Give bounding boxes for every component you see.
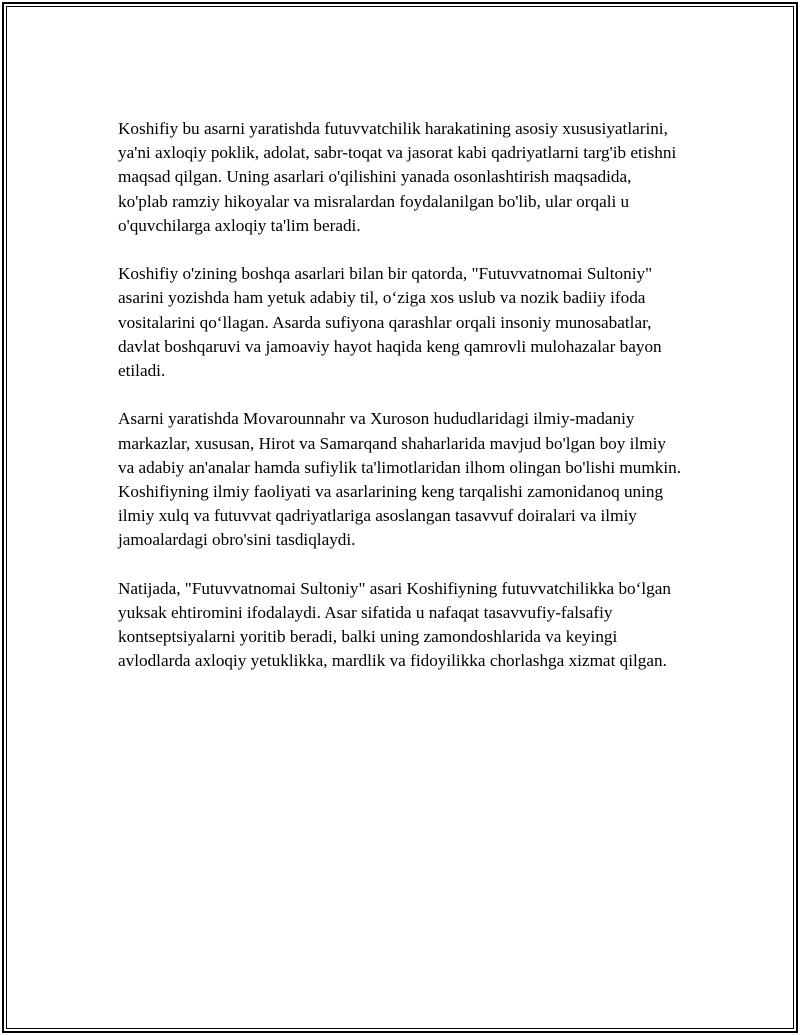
- paragraph-4: Natijada, "Futuvvatnomai Sultoniy" asari Koshifiyning futuvvatchilikka bo‘lgan yuksak ehtiromini ifodalaydi. Asar sifatida u nafaqat tasavvufiy-falsafiy kontseptsiyalarni yoritib beradi, balki uning zamondoshlarida va keyingi avlodlarda axloqiy yetuklikka, mardlik va fidoyilikka chorlashga xizmat qilgan.: [118, 578, 671, 671]
- document-body: [118, 117, 684, 698]
- paragraph-3: Asarni yaratishda Movarounnahr va Xuroson hududlaridagi ilmiy-madaniy markazlar, xususan, Hirot va Samarqand shaharlarida mavjud bo'lgan boy ilmiy va adabiy an'analar hamda sufiylik ta'limotlaridan ilhom olingan bo'lishi mumkin. Koshifiyning ilmiy faoliyati va asarlarining keng tarqalishi zamonidanoq uning ilmiy xulq va futuvvat qadriyatlariga asoslangan tasavvuf doiralari va ilmiy jamoalardagi obro'sini tasdiqlaydi.: [118, 409, 681, 550]
- paragraph-2: Koshifiy o'zining boshqa asarlari bilan bir qatorda, "Futuvvatnomai Sultoniy" asarini yozishda ham yetuk adabiy til, o‘ziga xos uslub va nozik badiiy ifoda vositalarini qo‘llagan. Asarda sufiyona qarashlar orqali insoniy munosabatlar, davlat boshqaruvi va jamoaviy hayot haqida keng qamrovli mulohazalar bayon etiladi.: [118, 264, 662, 381]
- paragraph-1: Koshifiy bu asarni yaratishda futuvvatchilik harakatining asosiy xususiyatlarini, ya'ni axloqiy poklik, adolat, sabr-toqat va jasorat kabi qadriyatlarni targ'ib etishni maqsad qilgan. Uning asarlari o'qilishini yanada osonlashtirish maqsadida, ko'plab ramziy hikoyalar va misralardan foydalanilgan bo'lib, ular orqali u o'quvchilarga axloqiy ta'lim beradi.: [118, 119, 677, 235]
